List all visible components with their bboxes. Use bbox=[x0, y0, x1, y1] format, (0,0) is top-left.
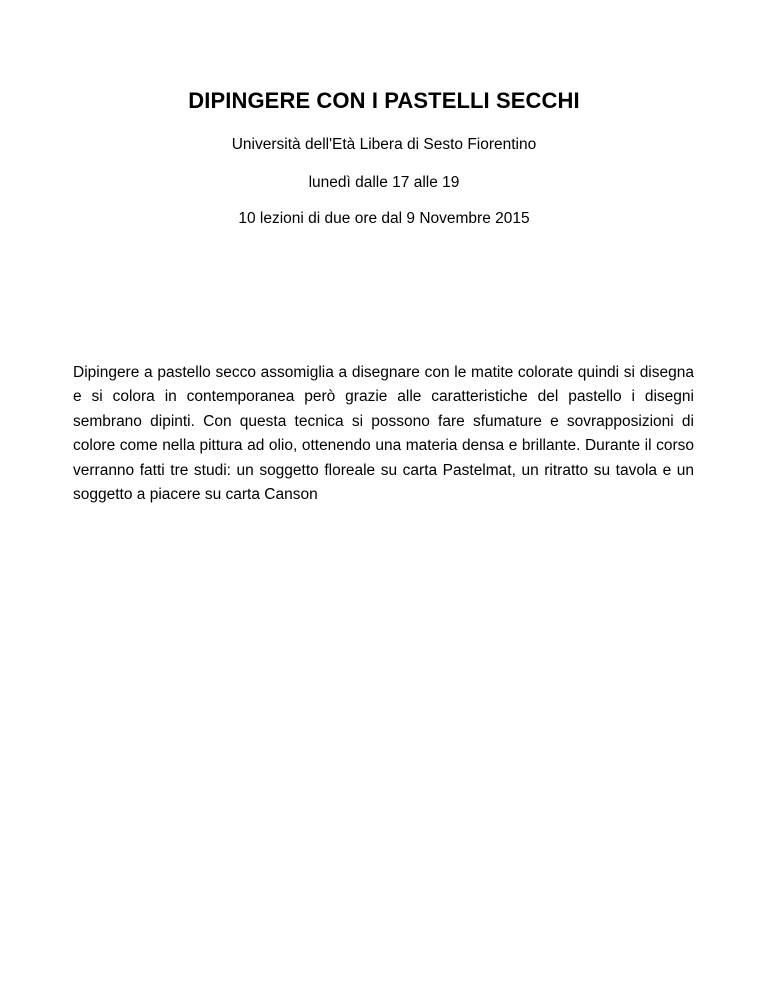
course-description: Dipingere a pastello secco assomiglia a disegnare con le matite colorate quindi si disegna e si colora in contemporanea però grazie alle caratteristiche del pastello i disegni sembrano dipinti. Con questa tecnica si possono fare sfumature e sovrapposizioni di colore come nella pittura ad olio, ottenendo una materia densa e brillante. Durante il corso verranno fatti tre studi: un soggetto floreale su carta Pastelmat, un ritratto su tavola e un soggetto a piacere su carta Canson bbox=[73, 364, 694, 504]
document-title: DIPINGERE CON I PASTELLI SECCHI bbox=[188, 88, 580, 113]
institution-line: Università dell'Età Libera di Sesto Fiorentino bbox=[231, 136, 537, 153]
lessons-line: 10 lezioni di due ore dal 9 Novembre 2015 bbox=[238, 210, 530, 227]
schedule-line: lunedì dalle 17 alle 19 bbox=[308, 174, 460, 191]
